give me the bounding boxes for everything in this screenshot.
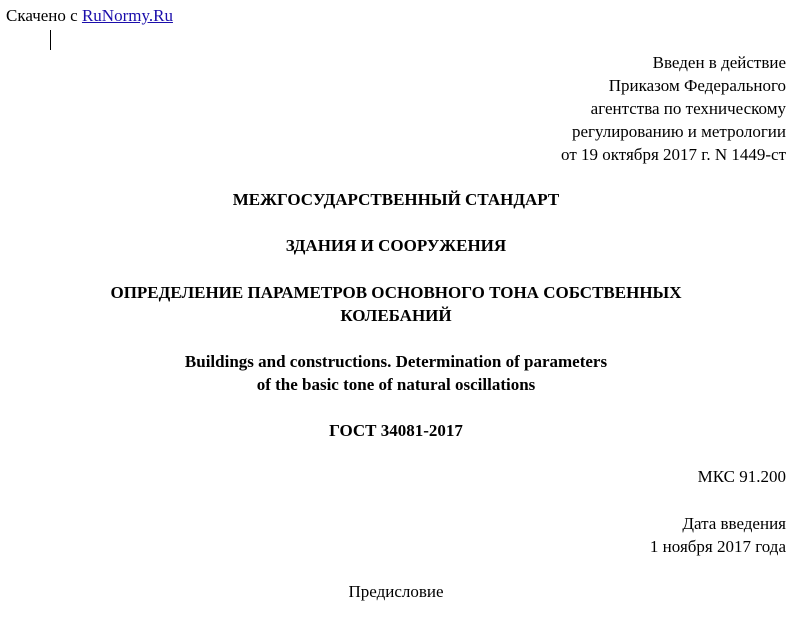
introduction-date-value: 1 ноября 2017 года [649, 537, 786, 556]
downloaded-prefix: Скачено с [6, 6, 82, 25]
approval-block [366, 51, 786, 166]
approval-line: Приказом Федерального [608, 76, 786, 95]
standard-title-line: КОЛЕБАНИЙ [340, 306, 452, 325]
downloaded-from-note [6, 6, 173, 26]
approval-line: Введен в действие [652, 53, 786, 72]
interstate-standard-heading: МЕЖГОСУДАРСТВЕННЫЙ СТАНДАРТ [232, 190, 560, 209]
preface-heading: Предисловие [348, 582, 444, 601]
mks-code: МКС 91.200 [697, 467, 786, 486]
english-title-line: of the basic tone of natural oscillations [256, 375, 536, 394]
approval-line: агентства по техническому [590, 99, 786, 118]
standard-title-line: ОПРЕДЕЛЕНИЕ ПАРАМЕТРОВ ОСНОВНОГО ТОНА СОБСТВЕННЫХ [110, 283, 682, 302]
text-cursor [50, 30, 51, 50]
approval-line: регулированию и метрологии [571, 122, 786, 141]
english-title-line: Buildings and constructions. Determination of parameters [184, 352, 608, 371]
introduction-date-block [650, 512, 786, 558]
english-title [0, 350, 792, 396]
approval-line: от 19 октября 2017 г. N 1449-ст [561, 145, 786, 164]
standard-title [0, 281, 792, 327]
introduction-date-label: Дата введения [682, 514, 786, 533]
standard-designation: ГОСТ 34081-2017 [329, 421, 463, 440]
runormy-link[interactable]: RuNormy.Ru [81, 6, 173, 25]
subject-heading: ЗДАНИЯ И СООРУЖЕНИЯ [285, 236, 507, 255]
